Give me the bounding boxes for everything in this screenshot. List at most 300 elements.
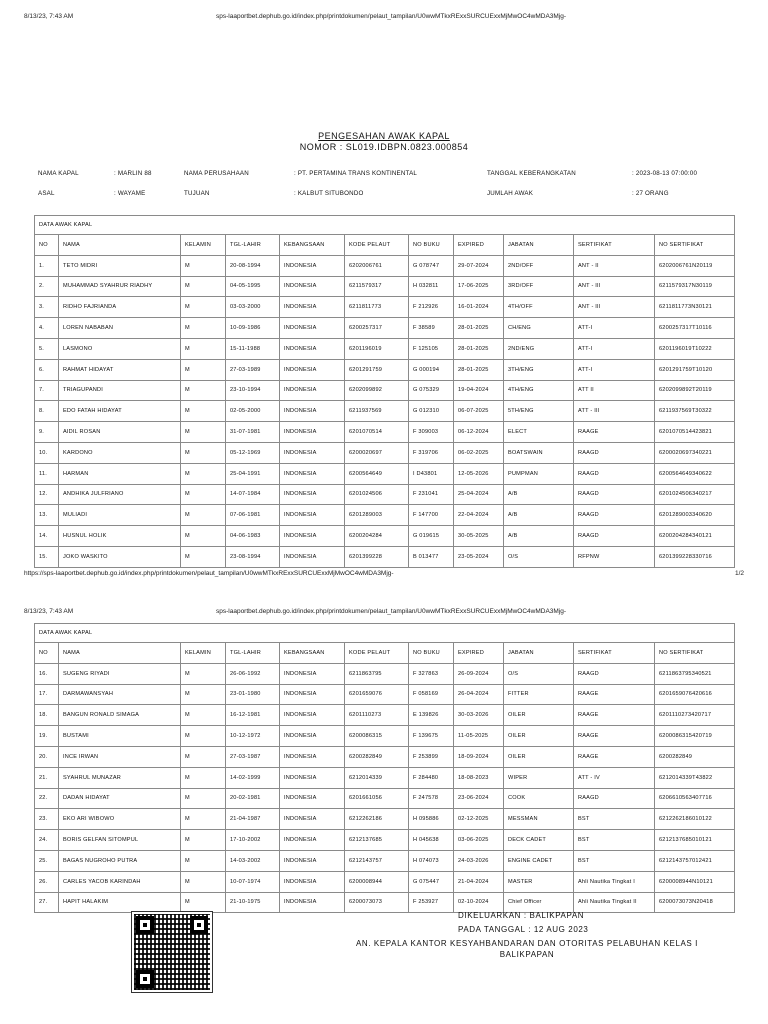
column-header-certificate-number: NO SERTIFIKAT — [655, 235, 735, 256]
cell-birth-date: 10-09-1986 — [226, 318, 280, 339]
cell-position: BOATSWAIN — [504, 442, 574, 463]
company-label: NAMA PERUSAHAAN — [184, 170, 249, 177]
cell-certificate-number: 6201196019T10222 — [655, 338, 735, 359]
cell-no: 12. — [35, 484, 59, 505]
table-row — [35, 255, 735, 276]
cell-name: INCE IRWAN — [59, 746, 181, 767]
print-header-page1 — [24, 13, 744, 20]
cell-expired: 03-06-2025 — [454, 830, 504, 851]
cell-certificate: RAAGE — [574, 422, 655, 443]
issued-place: DIKELUARKAN : BALIKPAPAN — [458, 911, 585, 920]
cell-seafarer-code: 6200282849 — [345, 746, 409, 767]
cell-position: A/B — [504, 484, 574, 505]
cell-nationality: INDONESIA — [280, 297, 345, 318]
cell-birth-date: 25-04-1991 — [226, 463, 280, 484]
cell-gender: M — [181, 526, 226, 547]
cell-nationality: INDONESIA — [280, 276, 345, 297]
cell-gender: M — [181, 338, 226, 359]
cell-position: 4TH/ENG — [504, 380, 574, 401]
cell-gender: M — [181, 442, 226, 463]
cell-no: 6. — [35, 359, 59, 380]
print-url: sps-laaportbet.dephub.go.id/index.php/printdokumen/pelaut_tampilan/U0wwMTkxRExxSURCUExxMjMwOC4wMDA3Mjg- — [216, 13, 567, 20]
cell-expired: 06-12-2024 — [454, 422, 504, 443]
cell-no: 5. — [35, 338, 59, 359]
cell-gender: M — [181, 297, 226, 318]
column-header-no: NO — [35, 643, 59, 664]
cell-certificate: RAAGD — [574, 505, 655, 526]
cell-certificate-number: 6200008944N10121 — [655, 871, 735, 892]
cell-no: 3. — [35, 297, 59, 318]
cell-no: 10. — [35, 442, 59, 463]
cell-birth-date: 04-06-1983 — [226, 526, 280, 547]
cell-nationality: INDONESIA — [280, 255, 345, 276]
cell-seafarer-code: 6202099892 — [345, 380, 409, 401]
cell-certificate: RFPNW — [574, 546, 655, 567]
document-heading: PENGESAHAN AWAK KAPAL — [318, 131, 450, 141]
cell-expired: 18-08-2023 — [454, 767, 504, 788]
cell-certificate-number: 6201289003340620 — [655, 505, 735, 526]
cell-position: PUMPMAN — [504, 463, 574, 484]
cell-expired: 02-10-2024 — [454, 892, 504, 913]
cell-book-number: F 231041 — [409, 484, 454, 505]
print-datetime: 8/13/23, 7:43 AM — [24, 13, 74, 20]
cell-expired: 23-06-2024 — [454, 788, 504, 809]
cell-certificate-number: 6201659076420616 — [655, 684, 735, 705]
table-row — [35, 830, 735, 851]
cell-name: EKO ARI WIBOWO — [59, 809, 181, 830]
cell-book-number: H 032811 — [409, 276, 454, 297]
cell-name: KARDONO — [59, 442, 181, 463]
cell-certificate: RAAGD — [574, 463, 655, 484]
cell-no: 25. — [35, 850, 59, 871]
cell-nationality: INDONESIA — [280, 788, 345, 809]
cell-gender: M — [181, 663, 226, 684]
cell-nationality: INDONESIA — [280, 546, 345, 567]
cell-gender: M — [181, 850, 226, 871]
cell-certificate: RAAGE — [574, 684, 655, 705]
cell-book-number: F 319706 — [409, 442, 454, 463]
cell-expired: 29-07-2024 — [454, 255, 504, 276]
cell-position: WIPER — [504, 767, 574, 788]
cell-no: 26. — [35, 871, 59, 892]
cell-book-number: G 078747 — [409, 255, 454, 276]
cell-name: HARMAN — [59, 463, 181, 484]
table-row — [35, 505, 735, 526]
cell-expired: 30-05-2025 — [454, 526, 504, 547]
cell-name: RAHMAT HIDAYAT — [59, 359, 181, 380]
cell-book-number: G 012310 — [409, 401, 454, 422]
cell-birth-date: 03-03-2000 — [226, 297, 280, 318]
cell-seafarer-code: 6211579317 — [345, 276, 409, 297]
cell-certificate-number: 6200564649340622 — [655, 463, 735, 484]
cell-gender: M — [181, 809, 226, 830]
cell-no: 14. — [35, 526, 59, 547]
cell-book-number: F 147700 — [409, 505, 454, 526]
cell-position: 2ND/OFF — [504, 255, 574, 276]
cell-nationality: INDONESIA — [280, 726, 345, 747]
cell-nationality: INDONESIA — [280, 338, 345, 359]
cell-gender: M — [181, 276, 226, 297]
column-header-certificate: SERTIFIKAT — [574, 235, 655, 256]
cell-name: TETO MIDRI — [59, 255, 181, 276]
cell-nationality: INDONESIA — [280, 663, 345, 684]
cell-book-number: F 212926 — [409, 297, 454, 318]
cell-gender: M — [181, 788, 226, 809]
cell-seafarer-code: 6200086315 — [345, 726, 409, 747]
cell-name: RIDHO FAJRIANDA — [59, 297, 181, 318]
cell-no: 1. — [35, 255, 59, 276]
cell-seafarer-code: 6200073073 — [345, 892, 409, 913]
cell-book-number: F 309003 — [409, 422, 454, 443]
cell-name: ANDHIKA JULFRIANO — [59, 484, 181, 505]
cell-birth-date: 15-11-1988 — [226, 338, 280, 359]
table-row — [35, 463, 735, 484]
cell-certificate: BST — [574, 830, 655, 851]
cell-position: MASTER — [504, 871, 574, 892]
cell-position: 2ND/ENG — [504, 338, 574, 359]
cell-certificate: ANT - III — [574, 276, 655, 297]
table-row — [35, 546, 735, 567]
table-row — [35, 526, 735, 547]
cell-nationality: INDONESIA — [280, 767, 345, 788]
cell-nationality: INDONESIA — [280, 850, 345, 871]
table-row — [35, 767, 735, 788]
cell-nationality: INDONESIA — [280, 809, 345, 830]
cell-birth-date: 21-04-1987 — [226, 809, 280, 830]
cell-no: 24. — [35, 830, 59, 851]
column-header-birth-date: TGL-LAHIR — [226, 643, 280, 664]
cell-nationality: INDONESIA — [280, 746, 345, 767]
cell-certificate: RAAGD — [574, 484, 655, 505]
cell-position: FITTER — [504, 684, 574, 705]
table-row — [35, 401, 735, 422]
cell-book-number: F 058169 — [409, 684, 454, 705]
column-header-name: NAMA — [59, 235, 181, 256]
column-header-position: JABATAN — [504, 643, 574, 664]
cell-expired: 21-04-2024 — [454, 871, 504, 892]
cell-nationality: INDONESIA — [280, 505, 345, 526]
cell-position: COOK — [504, 788, 574, 809]
cell-gender: M — [181, 726, 226, 747]
cell-expired: 18-09-2024 — [454, 746, 504, 767]
cell-no: 19. — [35, 726, 59, 747]
cell-gender: M — [181, 463, 226, 484]
departure-date-value: : 2023-08-13 07:00:00 — [632, 170, 698, 177]
column-header-name: NAMA — [59, 643, 181, 664]
cell-birth-date: 23-08-1994 — [226, 546, 280, 567]
cell-certificate: RAAGD — [574, 526, 655, 547]
company-value: : PT. PERTAMINA TRANS KONTINENTAL — [294, 170, 418, 177]
cell-book-number: G 075447 — [409, 871, 454, 892]
cell-certificate-number: 6211937569T30322 — [655, 401, 735, 422]
cell-no: 4. — [35, 318, 59, 339]
table-row — [35, 788, 735, 809]
cell-seafarer-code: 6201291759 — [345, 359, 409, 380]
cell-seafarer-code: 6200020697 — [345, 442, 409, 463]
cell-no: 20. — [35, 746, 59, 767]
cell-certificate-number: 6200020697340221 — [655, 442, 735, 463]
cell-certificate: ATT - III — [574, 401, 655, 422]
print-footer-page1 — [24, 570, 744, 577]
issued-date: PADA TANGGAL : 12 AUG 2023 — [458, 925, 589, 934]
table-caption: DATA AWAK KAPAL — [35, 216, 735, 235]
table-row — [35, 726, 735, 747]
cell-name: SYAHRUL MUNAZAR — [59, 767, 181, 788]
cell-seafarer-code: 6211937569 — [345, 401, 409, 422]
cell-name: TRIAGUPANDI — [59, 380, 181, 401]
cell-expired: 24-03-2026 — [454, 850, 504, 871]
cell-certificate: Ahli Nautika Tingkat I — [574, 871, 655, 892]
cell-certificate-number: 6200282849 — [655, 746, 735, 767]
column-header-seafarer-code: KODE PELAUT — [345, 643, 409, 664]
cell-book-number: G 000194 — [409, 359, 454, 380]
cell-certificate-number: 6200204284340121 — [655, 526, 735, 547]
cell-gender: M — [181, 318, 226, 339]
cell-position: 3RD/OFF — [504, 276, 574, 297]
cell-nationality: INDONESIA — [280, 359, 345, 380]
column-header-nationality: KEBANGSAAN — [280, 235, 345, 256]
cell-birth-date: 26-06-1992 — [226, 663, 280, 684]
cell-certificate-number: 6212262186010122 — [655, 809, 735, 830]
cell-no: 16. — [35, 663, 59, 684]
cell-certificate-number: 6200073073N20418 — [655, 892, 735, 913]
cell-position: ELECT — [504, 422, 574, 443]
cell-certificate-number: 6212137685010121 — [655, 830, 735, 851]
cell-certificate: RAAGE — [574, 705, 655, 726]
cell-birth-date: 14-03-2002 — [226, 850, 280, 871]
cell-position: CH/ENG — [504, 318, 574, 339]
table-row — [35, 359, 735, 380]
cell-seafarer-code: 6212137685 — [345, 830, 409, 851]
table-header-row — [35, 235, 735, 256]
cell-gender: M — [181, 484, 226, 505]
cell-certificate-number: 6200086315420719 — [655, 726, 735, 747]
cell-gender: M — [181, 684, 226, 705]
cell-no: 21. — [35, 767, 59, 788]
cell-certificate: RAAGD — [574, 442, 655, 463]
table-row — [35, 892, 735, 913]
column-header-expired: EXPIRED — [454, 235, 504, 256]
cell-no: 27. — [35, 892, 59, 913]
cell-gender: M — [181, 892, 226, 913]
cell-name: JOKO WASKITO — [59, 546, 181, 567]
cell-expired: 28-01-2025 — [454, 338, 504, 359]
cell-position: 4TH/OFF — [504, 297, 574, 318]
cell-name: LASMONO — [59, 338, 181, 359]
cell-no: 13. — [35, 505, 59, 526]
destination-label: TUJUAN — [184, 190, 210, 197]
table-row — [35, 684, 735, 705]
cell-certificate-number: 6211579317N30119 — [655, 276, 735, 297]
document-number: NOMOR : SL019.IDBPN.0823.000854 — [299, 142, 469, 152]
cell-name: DARMAWANSYAH — [59, 684, 181, 705]
cell-birth-date: 20-02-1981 — [226, 788, 280, 809]
cell-position: OILER — [504, 705, 574, 726]
cell-book-number: E 139826 — [409, 705, 454, 726]
cell-certificate: RAAGE — [574, 746, 655, 767]
table-row — [35, 663, 735, 684]
cell-certificate-number: 6201291759T10120 — [655, 359, 735, 380]
cell-seafarer-code: 6212262186 — [345, 809, 409, 830]
cell-birth-date: 10-07-1974 — [226, 871, 280, 892]
column-header-gender: KELAMIN — [181, 643, 226, 664]
cell-seafarer-code: 6201024506 — [345, 484, 409, 505]
cell-expired: 22-04-2024 — [454, 505, 504, 526]
cell-birth-date: 23-01-1980 — [226, 684, 280, 705]
cell-expired: 19-04-2024 — [454, 380, 504, 401]
cell-nationality: INDONESIA — [280, 484, 345, 505]
cell-book-number: F 38589 — [409, 318, 454, 339]
cell-certificate: Ahli Nautika Tingkat II — [574, 892, 655, 913]
cell-gender: M — [181, 359, 226, 380]
cell-birth-date: 27-03-1987 — [226, 746, 280, 767]
cell-seafarer-code: 6202006761 — [345, 255, 409, 276]
cell-seafarer-code: 6212014339 — [345, 767, 409, 788]
table-row — [35, 338, 735, 359]
column-header-expired: EXPIRED — [454, 643, 504, 664]
cell-nationality: INDONESIA — [280, 892, 345, 913]
cell-expired: 06-07-2025 — [454, 401, 504, 422]
cell-seafarer-code: 6201196019 — [345, 338, 409, 359]
table-row — [35, 850, 735, 871]
cell-gender: M — [181, 546, 226, 567]
cell-name: MUHAMMAD SYAHRUR RIADHY — [59, 276, 181, 297]
departure-date-label: TANGGAL KEBERANGKATAN — [487, 170, 576, 177]
cell-certificate: ATT-I — [574, 338, 655, 359]
cell-book-number: G 019615 — [409, 526, 454, 547]
crew-table-page1 — [34, 215, 735, 568]
cell-certificate: ANT - III — [574, 297, 655, 318]
page-number: 1/2 — [734, 570, 744, 577]
cell-no: 18. — [35, 705, 59, 726]
cell-position: MESSMAN — [504, 809, 574, 830]
cell-book-number: F 284480 — [409, 767, 454, 788]
cell-expired: 30-03-2026 — [454, 705, 504, 726]
table-row — [35, 809, 735, 830]
cell-position: A/B — [504, 505, 574, 526]
cell-no: 15. — [35, 546, 59, 567]
cell-position: A/B — [504, 526, 574, 547]
crew-count-label: JUMLAH AWAK — [487, 190, 534, 197]
cell-book-number: H 045638 — [409, 830, 454, 851]
column-header-seafarer-code: KODE PELAUT — [345, 235, 409, 256]
cell-book-number: I D43801 — [409, 463, 454, 484]
print-header-page2 — [24, 608, 744, 615]
table-row — [35, 276, 735, 297]
document-title — [0, 131, 768, 153]
cell-name: LOREN NABABAN — [59, 318, 181, 339]
cell-certificate-number: 6212014339T43822 — [655, 767, 735, 788]
cell-certificate-number: 6200257317T10116 — [655, 318, 735, 339]
cell-position: 3TH/ENG — [504, 359, 574, 380]
cell-certificate: ATT-I — [574, 359, 655, 380]
cell-name: BANGUN RONALD SIMAGA — [59, 705, 181, 726]
cell-certificate-number: 6212143757012421 — [655, 850, 735, 871]
cell-expired: 26-09-2024 — [454, 663, 504, 684]
origin-label: ASAL — [38, 190, 55, 197]
cell-nationality: INDONESIA — [280, 380, 345, 401]
cell-book-number: F 253899 — [409, 746, 454, 767]
qr-code-icon — [132, 912, 212, 992]
cell-certificate-number: 6202006761N20119 — [655, 255, 735, 276]
cell-no: 17. — [35, 684, 59, 705]
cell-name: AIDIL ROSAN — [59, 422, 181, 443]
cell-seafarer-code: 6201070514 — [345, 422, 409, 443]
cell-nationality: INDONESIA — [280, 422, 345, 443]
cell-expired: 11-05-2025 — [454, 726, 504, 747]
table-row — [35, 746, 735, 767]
cell-name: BUSTAMI — [59, 726, 181, 747]
cell-name: BORIS GELFAN SITOMPUL — [59, 830, 181, 851]
cell-no: 11. — [35, 463, 59, 484]
cell-seafarer-code: 6201399228 — [345, 546, 409, 567]
cell-gender: M — [181, 746, 226, 767]
cell-gender: M — [181, 830, 226, 851]
cell-name: DADAN HIDAYAT — [59, 788, 181, 809]
cell-expired: 12-05-2026 — [454, 463, 504, 484]
table-row — [35, 871, 735, 892]
cell-certificate-number: 6201399228330716 — [655, 546, 735, 567]
cell-expired: 28-01-2025 — [454, 318, 504, 339]
cell-name: HAPIT HALAKIM — [59, 892, 181, 913]
column-header-no: NO — [35, 235, 59, 256]
print-footer-url: https://sps-laaportbet.dephub.go.id/index.php/printdokumen/pelaut_tampilan/U0wwMTkxRExxSURCUExxMjMwOC4wMDA3Mjg- — [24, 570, 394, 577]
issuing-authority-city: BALIKPAPAN — [499, 950, 555, 959]
cell-expired: 02-12-2025 — [454, 809, 504, 830]
column-header-book-number: NO BUKU — [409, 235, 454, 256]
cell-expired: 17-06-2025 — [454, 276, 504, 297]
cell-birth-date: 14-07-1984 — [226, 484, 280, 505]
cell-certificate: BST — [574, 809, 655, 830]
cell-birth-date: 07-06-1981 — [226, 505, 280, 526]
cell-nationality: INDONESIA — [280, 463, 345, 484]
ship-name-value: : MARLIN 88 — [114, 170, 152, 177]
cell-name: CARLES YACOB KARINDAH — [59, 871, 181, 892]
cell-expired: 06-02-2025 — [454, 442, 504, 463]
cell-book-number: F 125105 — [409, 338, 454, 359]
issuing-authority: AN. KEPALA KANTOR KESYAHBANDARAN DAN OTORITAS PELABUHAN KELAS I — [355, 939, 699, 948]
cell-certificate-number: 6201024506340217 — [655, 484, 735, 505]
cell-gender: M — [181, 705, 226, 726]
cell-certificate: ATT - IV — [574, 767, 655, 788]
cell-position: OILER — [504, 746, 574, 767]
cell-name: SUGENG RIYADI — [59, 663, 181, 684]
cell-certificate: ATT-I — [574, 318, 655, 339]
column-header-gender: KELAMIN — [181, 235, 226, 256]
column-header-certificate: SERTIFIKAT — [574, 643, 655, 664]
origin-value: : WAYAME — [114, 190, 146, 197]
print-datetime: 8/13/23, 7:43 AM — [24, 608, 74, 615]
cell-book-number: F 327863 — [409, 663, 454, 684]
cell-nationality: INDONESIA — [280, 318, 345, 339]
table-row — [35, 484, 735, 505]
cell-book-number: H 074073 — [409, 850, 454, 871]
cell-birth-date: 31-07-1981 — [226, 422, 280, 443]
cell-nationality: INDONESIA — [280, 684, 345, 705]
cell-gender: M — [181, 767, 226, 788]
cell-birth-date: 10-12-1972 — [226, 726, 280, 747]
cell-gender: M — [181, 422, 226, 443]
cell-expired: 16-01-2024 — [454, 297, 504, 318]
destination-value: : KALBUT SITUBONDO — [294, 190, 364, 197]
cell-book-number: F 247578 — [409, 788, 454, 809]
cell-certificate-number: 6202099892T20119 — [655, 380, 735, 401]
cell-no: 23. — [35, 809, 59, 830]
cell-certificate-number: 6211863795340521 — [655, 663, 735, 684]
cell-nationality: INDONESIA — [280, 401, 345, 422]
crew-table-page2 — [34, 623, 735, 913]
cell-book-number: G 075329 — [409, 380, 454, 401]
